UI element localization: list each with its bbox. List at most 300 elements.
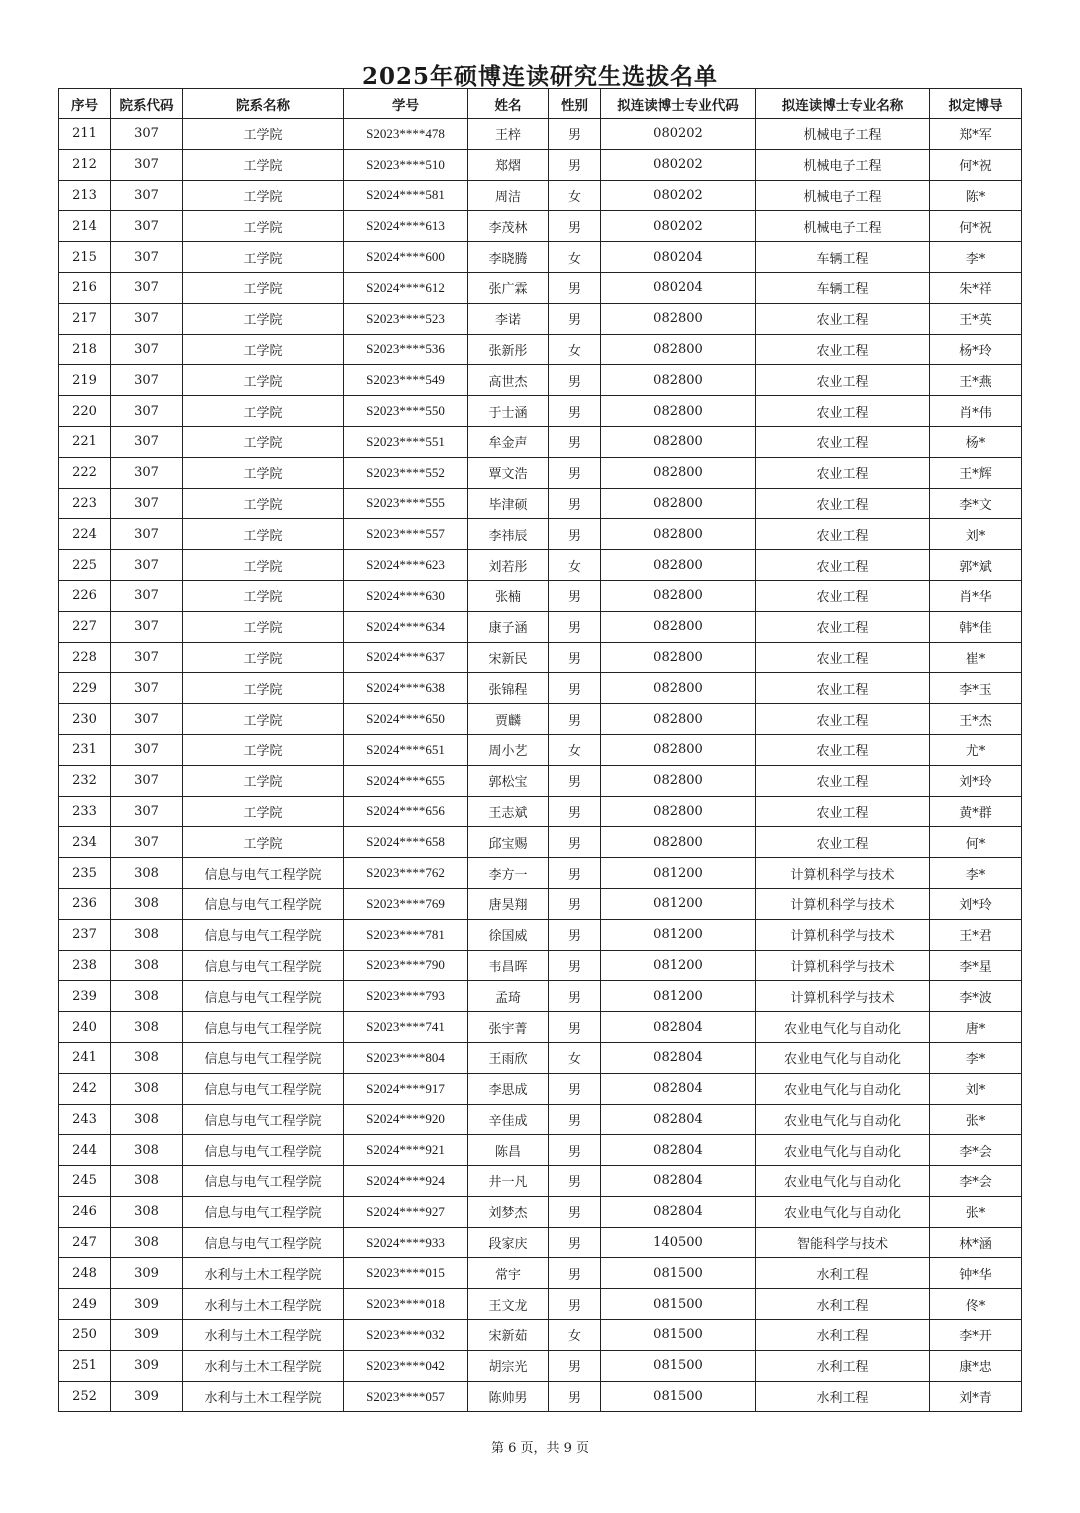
header-name: 姓名 (468, 89, 549, 119)
cell-gender: 男 (549, 642, 601, 673)
cell-major-name: 水利工程 (756, 1289, 930, 1320)
cell-student-id: S2024****650 (344, 704, 468, 735)
cell-major-name: 农业工程 (756, 334, 930, 365)
cell-seq: 233 (59, 796, 111, 827)
cell-student-id: S2024****613 (344, 211, 468, 242)
cell-supervisor: 韩*佳 (930, 611, 1022, 642)
table-row (59, 519, 1022, 550)
cell-major-code: 080204 (601, 272, 756, 303)
cell-gender: 男 (549, 1258, 601, 1289)
cell-supervisor: 李*文 (930, 488, 1022, 519)
cell-supervisor: 康*忠 (930, 1350, 1022, 1381)
cell-major-name: 计算机科学与技术 (756, 919, 930, 950)
cell-dept-code: 308 (111, 1073, 183, 1104)
cell-name: 常宇 (468, 1258, 549, 1289)
cell-supervisor: 林*涵 (930, 1227, 1022, 1258)
cell-dept-code: 307 (111, 642, 183, 673)
cell-dept-name: 信息与电气工程学院 (183, 858, 344, 889)
cell-dept-name: 信息与电气工程学院 (183, 919, 344, 950)
table-row (59, 950, 1022, 981)
cell-gender: 男 (549, 796, 601, 827)
cell-major-code: 080202 (601, 180, 756, 211)
cell-supervisor: 李*波 (930, 981, 1022, 1012)
cell-major-name: 农业电气化与自动化 (756, 1166, 930, 1197)
cell-student-id: S2023****015 (344, 1258, 468, 1289)
cell-major-code: 082804 (601, 1196, 756, 1227)
cell-dept-name: 工学院 (183, 334, 344, 365)
cell-supervisor: 王*燕 (930, 365, 1022, 396)
cell-major-code: 082804 (601, 1135, 756, 1166)
cell-dept-code: 307 (111, 580, 183, 611)
cell-name: 陈昌 (468, 1135, 549, 1166)
cell-name: 周洁 (468, 180, 549, 211)
cell-dept-code: 307 (111, 149, 183, 180)
cell-seq: 247 (59, 1227, 111, 1258)
cell-dept-code: 307 (111, 211, 183, 242)
cell-major-name: 农业工程 (756, 734, 930, 765)
table-row (59, 1166, 1022, 1197)
cell-gender: 男 (549, 396, 601, 427)
cell-seq: 213 (59, 180, 111, 211)
cell-dept-code: 308 (111, 950, 183, 981)
cell-supervisor: 肖*华 (930, 580, 1022, 611)
cell-dept-name: 工学院 (183, 426, 344, 457)
cell-student-id: S2024****634 (344, 611, 468, 642)
header-dept-code: 院系代码 (111, 89, 183, 119)
cell-name: 刘若彤 (468, 550, 549, 581)
cell-gender: 男 (549, 488, 601, 519)
cell-name: 李思成 (468, 1073, 549, 1104)
cell-major-name: 农业工程 (756, 673, 930, 704)
cell-dept-code: 308 (111, 1227, 183, 1258)
cell-dept-code: 307 (111, 704, 183, 735)
cell-dept-code: 307 (111, 550, 183, 581)
cell-gender: 男 (549, 827, 601, 858)
cell-major-name: 智能科学与技术 (756, 1227, 930, 1258)
cell-student-id: S2023****741 (344, 1012, 468, 1043)
cell-student-id: S2024****927 (344, 1196, 468, 1227)
cell-dept-code: 307 (111, 457, 183, 488)
cell-supervisor: 郑*军 (930, 119, 1022, 150)
cell-student-id: S2023****549 (344, 365, 468, 396)
selection-table (58, 88, 1022, 1412)
cell-major-name: 农业工程 (756, 519, 930, 550)
cell-student-id: S2023****478 (344, 119, 468, 150)
cell-student-id: S2023****057 (344, 1381, 468, 1412)
cell-name: 李方一 (468, 858, 549, 889)
cell-name: 张锦程 (468, 673, 549, 704)
cell-supervisor: 钟*华 (930, 1258, 1022, 1289)
header-student-id: 学号 (344, 89, 468, 119)
cell-major-name: 农业工程 (756, 488, 930, 519)
table-row (59, 1073, 1022, 1104)
cell-dept-code: 307 (111, 734, 183, 765)
cell-major-name: 机械电子工程 (756, 149, 930, 180)
cell-dept-name: 水利与土木工程学院 (183, 1258, 344, 1289)
cell-student-id: S2023****793 (344, 981, 468, 1012)
cell-dept-name: 工学院 (183, 734, 344, 765)
cell-major-name: 农业工程 (756, 642, 930, 673)
cell-student-id: S2023****018 (344, 1289, 468, 1320)
cell-major-name: 农业工程 (756, 827, 930, 858)
cell-major-code: 140500 (601, 1227, 756, 1258)
cell-supervisor: 张* (930, 1196, 1022, 1227)
cell-dept-code: 308 (111, 1196, 183, 1227)
cell-gender: 男 (549, 149, 601, 180)
cell-supervisor: 刘*玲 (930, 765, 1022, 796)
cell-student-id: S2023****804 (344, 1042, 468, 1073)
cell-major-name: 农业工程 (756, 796, 930, 827)
cell-supervisor: 杨* (930, 426, 1022, 457)
cell-name: 李诺 (468, 303, 549, 334)
table-row (59, 457, 1022, 488)
table-row (59, 673, 1022, 704)
cell-major-code: 082800 (601, 580, 756, 611)
cell-student-id: S2024****917 (344, 1073, 468, 1104)
cell-dept-code: 307 (111, 488, 183, 519)
cell-gender: 女 (549, 334, 601, 365)
cell-dept-name: 工学院 (183, 365, 344, 396)
cell-gender: 女 (549, 734, 601, 765)
cell-seq: 219 (59, 365, 111, 396)
cell-major-name: 水利工程 (756, 1350, 930, 1381)
cell-seq: 241 (59, 1042, 111, 1073)
cell-student-id: S2024****638 (344, 673, 468, 704)
cell-gender: 男 (549, 1350, 601, 1381)
cell-dept-code: 307 (111, 611, 183, 642)
cell-major-name: 农业工程 (756, 704, 930, 735)
cell-dept-name: 工学院 (183, 396, 344, 427)
cell-name: 毕津硕 (468, 488, 549, 519)
cell-name: 井一凡 (468, 1166, 549, 1197)
cell-dept-name: 工学院 (183, 673, 344, 704)
cell-seq: 218 (59, 334, 111, 365)
cell-seq: 214 (59, 211, 111, 242)
cell-dept-code: 308 (111, 1166, 183, 1197)
cell-seq: 251 (59, 1350, 111, 1381)
cell-dept-code: 307 (111, 765, 183, 796)
cell-major-name: 农业电气化与自动化 (756, 1104, 930, 1135)
cell-major-code: 081200 (601, 888, 756, 919)
cell-name: 宋新茹 (468, 1320, 549, 1351)
cell-student-id: S2023****032 (344, 1320, 468, 1351)
cell-supervisor: 李* (930, 242, 1022, 273)
cell-dept-name: 信息与电气工程学院 (183, 981, 344, 1012)
cell-major-name: 农业工程 (756, 303, 930, 334)
cell-dept-name: 工学院 (183, 119, 344, 150)
table-row (59, 550, 1022, 581)
cell-major-name: 车辆工程 (756, 272, 930, 303)
cell-major-name: 农业工程 (756, 396, 930, 427)
cell-seq: 226 (59, 580, 111, 611)
cell-supervisor: 佟* (930, 1289, 1022, 1320)
cell-dept-code: 309 (111, 1350, 183, 1381)
cell-dept-code: 307 (111, 519, 183, 550)
cell-seq: 228 (59, 642, 111, 673)
cell-supervisor: 刘*青 (930, 1381, 1022, 1412)
cell-major-code: 081200 (601, 981, 756, 1012)
cell-name: 贾麟 (468, 704, 549, 735)
table-row (59, 919, 1022, 950)
cell-student-id: S2023****551 (344, 426, 468, 457)
table-row (59, 1350, 1022, 1381)
cell-dept-code: 308 (111, 981, 183, 1012)
cell-dept-code: 307 (111, 396, 183, 427)
cell-supervisor: 李*星 (930, 950, 1022, 981)
cell-name: 孟琦 (468, 981, 549, 1012)
cell-dept-code: 307 (111, 334, 183, 365)
table-row (59, 642, 1022, 673)
cell-name: 段家庆 (468, 1227, 549, 1258)
cell-name: 李茂林 (468, 211, 549, 242)
cell-supervisor: 郭*斌 (930, 550, 1022, 581)
cell-dept-name: 工学院 (183, 550, 344, 581)
cell-supervisor: 唐* (930, 1012, 1022, 1043)
cell-student-id: S2024****656 (344, 796, 468, 827)
cell-student-id: S2023****555 (344, 488, 468, 519)
cell-gender: 男 (549, 765, 601, 796)
table-row (59, 149, 1022, 180)
cell-major-code: 081500 (601, 1381, 756, 1412)
cell-seq: 227 (59, 611, 111, 642)
table-row (59, 1104, 1022, 1135)
table-row (59, 303, 1022, 334)
cell-gender: 男 (549, 950, 601, 981)
cell-name: 高世杰 (468, 365, 549, 396)
cell-name: 王志斌 (468, 796, 549, 827)
cell-major-name: 农业电气化与自动化 (756, 1012, 930, 1043)
cell-gender: 男 (549, 1381, 601, 1412)
cell-supervisor: 李* (930, 1042, 1022, 1073)
cell-dept-name: 信息与电气工程学院 (183, 1042, 344, 1073)
cell-gender: 男 (549, 704, 601, 735)
table-row (59, 827, 1022, 858)
cell-dept-code: 307 (111, 426, 183, 457)
cell-major-name: 农业工程 (756, 580, 930, 611)
table-row (59, 1012, 1022, 1043)
cell-major-code: 082800 (601, 642, 756, 673)
cell-dept-code: 309 (111, 1381, 183, 1412)
cell-supervisor: 王*英 (930, 303, 1022, 334)
cell-major-code: 082800 (601, 488, 756, 519)
cell-seq: 246 (59, 1196, 111, 1227)
cell-major-code: 082804 (601, 1104, 756, 1135)
cell-gender: 男 (549, 981, 601, 1012)
cell-supervisor: 李* (930, 858, 1022, 889)
cell-dept-name: 信息与电气工程学院 (183, 1104, 344, 1135)
cell-seq: 238 (59, 950, 111, 981)
header-dept-name: 院系名称 (183, 89, 344, 119)
cell-dept-name: 信息与电气工程学院 (183, 1166, 344, 1197)
cell-dept-name: 信息与电气工程学院 (183, 888, 344, 919)
cell-name: 覃文浩 (468, 457, 549, 488)
header-supervisor: 拟定博导 (930, 89, 1022, 119)
cell-student-id: S2023****042 (344, 1350, 468, 1381)
cell-dept-code: 308 (111, 858, 183, 889)
cell-dept-name: 水利与土木工程学院 (183, 1381, 344, 1412)
cell-major-code: 082800 (601, 550, 756, 581)
cell-seq: 237 (59, 919, 111, 950)
cell-dept-code: 307 (111, 272, 183, 303)
cell-seq: 249 (59, 1289, 111, 1320)
cell-student-id: S2024****921 (344, 1135, 468, 1166)
cell-name: 王雨欣 (468, 1042, 549, 1073)
cell-major-name: 农业工程 (756, 426, 930, 457)
cell-major-code: 082804 (601, 1042, 756, 1073)
cell-dept-name: 工学院 (183, 488, 344, 519)
cell-gender: 男 (549, 519, 601, 550)
cell-student-id: S2023****790 (344, 950, 468, 981)
cell-dept-name: 工学院 (183, 519, 344, 550)
cell-dept-name: 工学院 (183, 272, 344, 303)
cell-major-name: 农业工程 (756, 457, 930, 488)
cell-dept-code: 308 (111, 1012, 183, 1043)
cell-gender: 男 (549, 303, 601, 334)
header-gender: 性别 (549, 89, 601, 119)
cell-seq: 234 (59, 827, 111, 858)
cell-student-id: S2023****536 (344, 334, 468, 365)
cell-gender: 女 (549, 242, 601, 273)
cell-supervisor: 刘* (930, 1073, 1022, 1104)
cell-major-name: 农业工程 (756, 765, 930, 796)
cell-gender: 男 (549, 1227, 601, 1258)
cell-major-name: 计算机科学与技术 (756, 888, 930, 919)
cell-name: 徐国威 (468, 919, 549, 950)
cell-dept-code: 308 (111, 888, 183, 919)
cell-dept-name: 工学院 (183, 242, 344, 273)
page-title: 2025年硕博连读研究生选拔名单 (361, 63, 718, 90)
cell-major-code: 082800 (601, 519, 756, 550)
cell-major-code: 080204 (601, 242, 756, 273)
cell-seq: 223 (59, 488, 111, 519)
cell-supervisor: 王*辉 (930, 457, 1022, 488)
cell-major-code: 082800 (601, 457, 756, 488)
cell-major-name: 农业电气化与自动化 (756, 1073, 930, 1104)
cell-name: 张宇菁 (468, 1012, 549, 1043)
cell-gender: 男 (549, 1073, 601, 1104)
table-row (59, 796, 1022, 827)
cell-dept-code: 309 (111, 1320, 183, 1351)
table-row (59, 1135, 1022, 1166)
cell-dept-code: 308 (111, 1135, 183, 1166)
cell-dept-code: 308 (111, 1104, 183, 1135)
cell-student-id: S2024****651 (344, 734, 468, 765)
cell-major-name: 农业电气化与自动化 (756, 1196, 930, 1227)
cell-gender: 男 (549, 673, 601, 704)
cell-student-id: S2024****933 (344, 1227, 468, 1258)
cell-name: 郑熠 (468, 149, 549, 180)
cell-seq: 244 (59, 1135, 111, 1166)
cell-seq: 220 (59, 396, 111, 427)
cell-gender: 女 (549, 1320, 601, 1351)
cell-name: 李祎辰 (468, 519, 549, 550)
table-row (59, 1320, 1022, 1351)
cell-supervisor: 张* (930, 1104, 1022, 1135)
table-row (59, 1289, 1022, 1320)
cell-dept-name: 工学院 (183, 180, 344, 211)
cell-name: 周小艺 (468, 734, 549, 765)
cell-name: 辛佳成 (468, 1104, 549, 1135)
cell-name: 郭松宝 (468, 765, 549, 796)
cell-dept-code: 307 (111, 827, 183, 858)
cell-student-id: S2023****762 (344, 858, 468, 889)
cell-supervisor: 李*开 (930, 1320, 1022, 1351)
cell-gender: 男 (549, 119, 601, 150)
cell-seq: 225 (59, 550, 111, 581)
cell-dept-code: 307 (111, 119, 183, 150)
cell-gender: 男 (549, 426, 601, 457)
table-row (59, 488, 1022, 519)
cell-name: 胡宗光 (468, 1350, 549, 1381)
cell-dept-name: 工学院 (183, 149, 344, 180)
table-row (59, 611, 1022, 642)
cell-gender: 男 (549, 919, 601, 950)
table-row (59, 396, 1022, 427)
cell-major-code: 081200 (601, 950, 756, 981)
cell-supervisor: 杨*玲 (930, 334, 1022, 365)
cell-major-code: 081200 (601, 858, 756, 889)
cell-seq: 212 (59, 149, 111, 180)
cell-supervisor: 崔* (930, 642, 1022, 673)
cell-seq: 211 (59, 119, 111, 150)
cell-student-id: S2024****630 (344, 580, 468, 611)
cell-student-id: S2024****623 (344, 550, 468, 581)
table-row (59, 119, 1022, 150)
table-row (59, 981, 1022, 1012)
table-row (59, 211, 1022, 242)
cell-major-code: 080202 (601, 119, 756, 150)
cell-major-code: 082800 (601, 673, 756, 704)
cell-gender: 男 (549, 1289, 601, 1320)
cell-student-id: S2024****658 (344, 827, 468, 858)
cell-major-code: 082800 (601, 334, 756, 365)
cell-student-id: S2024****920 (344, 1104, 468, 1135)
cell-dept-code: 307 (111, 242, 183, 273)
cell-major-name: 机械电子工程 (756, 119, 930, 150)
cell-gender: 男 (549, 1196, 601, 1227)
cell-dept-name: 水利与土木工程学院 (183, 1350, 344, 1381)
cell-gender: 女 (549, 550, 601, 581)
cell-seq: 216 (59, 272, 111, 303)
cell-seq: 215 (59, 242, 111, 273)
cell-major-code: 082800 (601, 303, 756, 334)
cell-name: 宋新民 (468, 642, 549, 673)
cell-seq: 248 (59, 1258, 111, 1289)
cell-supervisor: 肖*伟 (930, 396, 1022, 427)
cell-supervisor: 朱*祥 (930, 272, 1022, 303)
cell-dept-name: 信息与电气工程学院 (183, 950, 344, 981)
cell-major-name: 水利工程 (756, 1381, 930, 1412)
cell-major-code: 081500 (601, 1320, 756, 1351)
cell-dept-name: 工学院 (183, 611, 344, 642)
cell-gender: 男 (549, 272, 601, 303)
cell-dept-name: 工学院 (183, 827, 344, 858)
cell-major-name: 农业工程 (756, 365, 930, 396)
cell-gender: 男 (549, 1135, 601, 1166)
cell-name: 王梓 (468, 119, 549, 150)
cell-gender: 女 (549, 180, 601, 211)
cell-major-code: 081500 (601, 1258, 756, 1289)
cell-major-name: 农业工程 (756, 550, 930, 581)
cell-name: 张广霖 (468, 272, 549, 303)
table-row (59, 365, 1022, 396)
cell-seq: 224 (59, 519, 111, 550)
cell-student-id: S2024****924 (344, 1166, 468, 1197)
cell-student-id: S2023****510 (344, 149, 468, 180)
cell-dept-name: 工学院 (183, 580, 344, 611)
table-row (59, 734, 1022, 765)
cell-major-code: 081500 (601, 1350, 756, 1381)
